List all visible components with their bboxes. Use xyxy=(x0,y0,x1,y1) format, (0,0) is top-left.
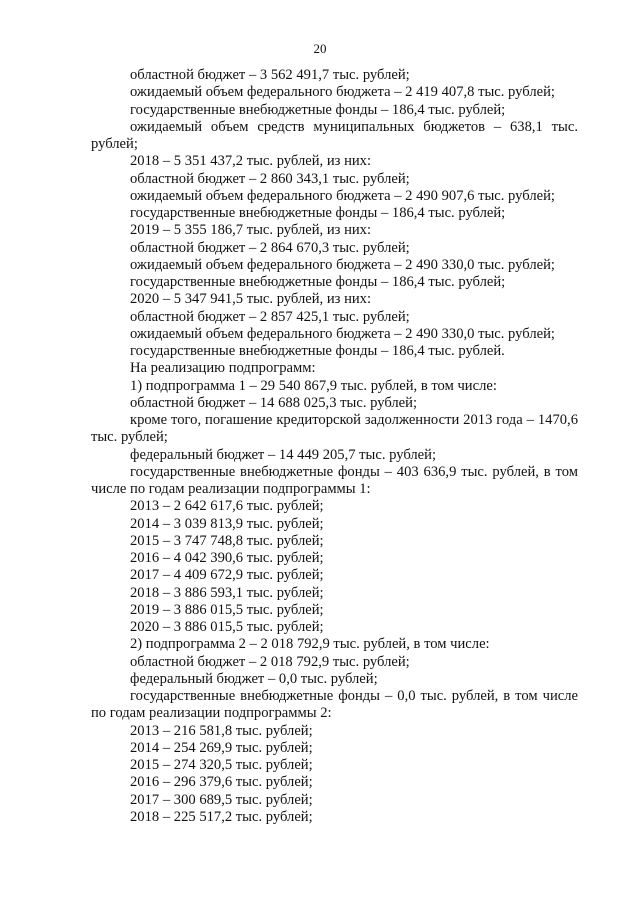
paragraph: 2) подпрограмма 2 – 2 018 792,9 тыс. рублей, в том числе: xyxy=(130,636,490,653)
paragraph: государственные внебюджетные фонды – 403 636,9 тыс. рублей, в том числе по годам реализации подпрограммы 1: xyxy=(91,463,578,497)
paragraph: федеральный бюджет – 0,0 тыс. рублей; xyxy=(130,670,378,687)
paragraph: 2016 – 4 042 390,6 тыс. рублей; xyxy=(130,550,324,566)
paragraph: На реализацию подпрограмм: xyxy=(130,360,316,377)
paragraph: 2020 – 5 347 941,5 тыс. рублей, из них: xyxy=(130,291,372,308)
paragraph: 2015 – 3 747 748,8 тыс. рублей; xyxy=(130,532,324,549)
paragraph: областной бюджет – 2 860 343,1 тыс. рублей; xyxy=(130,170,410,187)
paragraph: 2018 – 3 886 593,1 тыс. рублей; xyxy=(130,584,324,601)
paragraph: 2016 – 296 379,6 тыс. рублей; xyxy=(130,774,313,791)
paragraph: федеральный бюджет – 14 449 205,7 тыс. рублей; xyxy=(130,446,437,463)
paragraph: 1) подпрограмма 1 – 29 540 867,9 тыс. рублей, в том числе: xyxy=(130,377,497,394)
paragraph: государственные внебюджетные фонды – 186,4 тыс. рублей; xyxy=(130,101,506,118)
paragraph: 2018 – 225 517,2 тыс. рублей; xyxy=(130,808,313,825)
paragraph: 2013 – 216 581,8 тыс. рублей; xyxy=(130,722,313,739)
paragraph: ожидаемый объем федерального бюджета – 2 490 907,6 тыс. рублей; xyxy=(130,187,555,204)
paragraph: областной бюджет – 2 864 670,3 тыс. рублей; xyxy=(130,239,410,256)
paragraph: государственные внебюджетные фонды – 186,4 тыс. рублей; xyxy=(130,274,506,290)
paragraph: 2017 – 4 409 672,9 тыс. рублей; xyxy=(130,567,324,584)
paragraph: областной бюджет – 2 857 425,1 тыс. рублей; xyxy=(130,308,410,325)
paragraph: ожидаемый объем федерального бюджета – 2 419 407,8 тыс. рублей; xyxy=(130,84,555,101)
paragraph: государственные внебюджетные фонды – 186,4 тыс. рублей; xyxy=(130,205,506,221)
paragraph: областной бюджет – 14 688 025,3 тыс. рублей; xyxy=(130,394,418,411)
paragraph: 2014 – 3 039 813,9 тыс. рублей; xyxy=(130,515,324,532)
paragraph: ожидаемый объем средств муниципальных бюджетов – 638,1 тыс. рублей; xyxy=(91,118,578,152)
paragraph: государственные внебюджетные фонды – 186,4 тыс. рублей. xyxy=(130,343,505,359)
page-number: 20 xyxy=(313,41,327,56)
paragraph: 2019 – 3 886 015,5 тыс. рублей; xyxy=(130,601,324,618)
paragraph: 2017 – 300 689,5 тыс. рублей; xyxy=(130,791,313,808)
paragraph: ожидаемый объем федерального бюджета – 2 490 330,0 тыс. рублей; xyxy=(130,256,555,273)
paragraph: областной бюджет – 2 018 792,9 тыс. рублей; xyxy=(130,653,410,670)
paragraph: 2020 – 3 886 015,5 тыс. рублей; xyxy=(130,619,324,635)
paragraph: кроме того, погашение кредиторской задолженности 2013 года – 1470,6 тыс. рублей; xyxy=(91,412,578,446)
paragraph: областной бюджет – 3 562 491,7 тыс. рублей; xyxy=(130,67,410,83)
paragraph: ожидаемый объем федерального бюджета – 2 490 330,0 тыс. рублей; xyxy=(130,325,555,342)
document-body xyxy=(91,67,578,826)
paragraph: 2015 – 274 320,5 тыс. рублей; xyxy=(130,757,313,773)
paragraph: государственные внебюджетные фонды – 0,0 тыс. рублей, в том числе по годам реализации подпрограммы 2: xyxy=(91,688,578,722)
paragraph: 2019 – 5 355 186,7 тыс. рублей, из них: xyxy=(130,222,372,239)
paragraph: 2013 – 2 642 617,6 тыс. рублей; xyxy=(130,498,324,515)
paragraph: 2018 – 5 351 437,2 тыс. рублей, из них: xyxy=(130,153,372,170)
paragraph: 2014 – 254 269,9 тыс. рублей; xyxy=(130,739,313,756)
